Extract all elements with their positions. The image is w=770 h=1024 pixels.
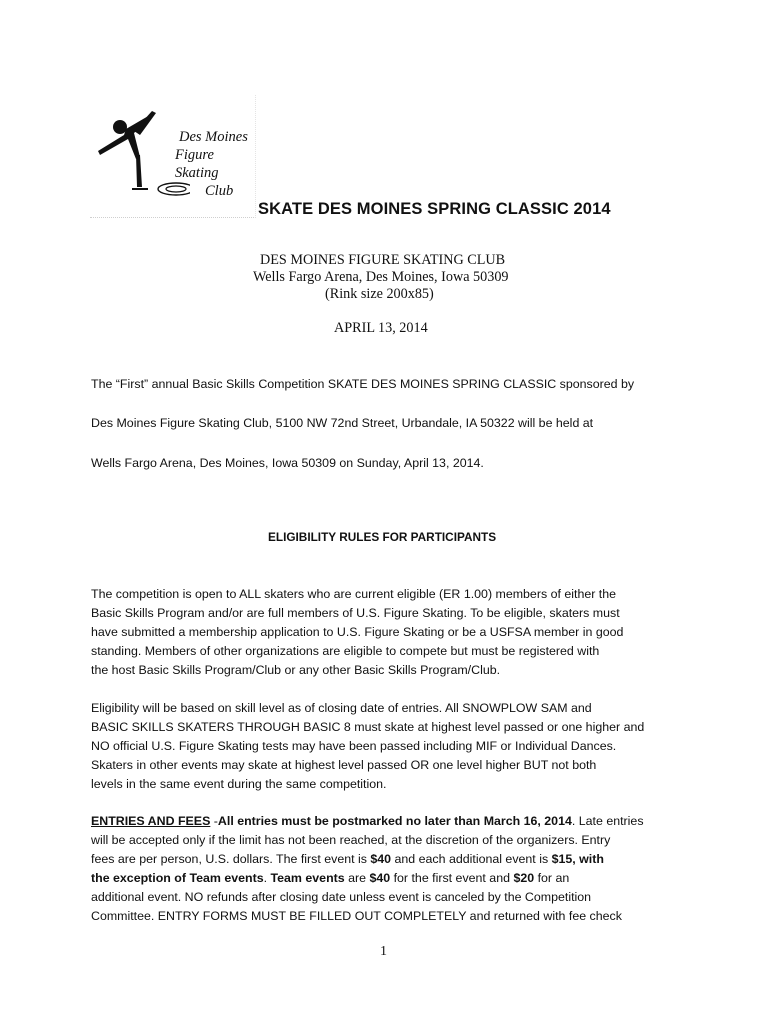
team-events-label: Team events bbox=[270, 871, 345, 885]
text-span: - bbox=[210, 814, 218, 828]
eligibility-heading: ELIGIBILITY RULES FOR PARTICIPANTS bbox=[268, 530, 497, 544]
intro-line-3: Wells Fargo Arena, Des Moines, Iowa 50309 on Sunday, April 13, 2014. bbox=[91, 456, 484, 470]
eligibility-paragraph-1 bbox=[91, 585, 691, 680]
text-line: have submitted a membership application to U.S. Figure Skating or be a USFSA member in good bbox=[91, 625, 624, 639]
text-span: fees are per person, U.S. dollars. The first event is bbox=[91, 852, 371, 866]
text-span: for an bbox=[534, 871, 570, 885]
text-line: will be accepted only if the limit has not been reached, at the discretion of the organizers. Entry bbox=[91, 833, 611, 847]
text-span: . Late entries bbox=[571, 814, 644, 828]
text-span: . bbox=[263, 871, 271, 885]
document-title: SKATE DES MOINES SPRING CLASSIC 2014 bbox=[258, 200, 611, 218]
text-line: Basic Skills Program and/or are full members of U.S. Figure Skating. To be eligible, skaters must bbox=[91, 606, 620, 620]
text-line bbox=[91, 812, 691, 831]
intro-line-1: The “First” annual Basic Skills Competition SKATE DES MOINES SPRING CLASSIC sponsored by bbox=[91, 377, 635, 391]
text-line bbox=[91, 869, 691, 888]
text-span: are bbox=[344, 871, 370, 885]
venue: Wells Fargo Arena, Des Moines, Iowa 50309 bbox=[253, 269, 509, 285]
event-date: APRIL 13, 2014 bbox=[334, 320, 428, 336]
text-line: standing. Members of other organizations are eligible to compete but must be registered with bbox=[91, 644, 600, 658]
entries-heading: ENTRIES AND FEES bbox=[91, 814, 211, 828]
text-line: NO official U.S. Figure Skating tests may have been passed including MIF or Individual Dances. bbox=[91, 739, 617, 753]
text-line: Skaters in other events may skate at highest level passed OR one level higher BUT not both bbox=[91, 758, 597, 772]
intro-line-2: Des Moines Figure Skating Club, 5100 NW 72nd Street, Urbandale, IA 50322 will be held at bbox=[91, 416, 594, 430]
team-additional-fee: $20 bbox=[513, 871, 535, 885]
deadline-text: All entries must be postmarked no later than March 16, 2014 bbox=[217, 814, 572, 828]
team-first-fee: $40 bbox=[369, 871, 391, 885]
logo-line-2: Figure Skating bbox=[175, 147, 219, 181]
eligibility-paragraph-2 bbox=[91, 699, 691, 794]
text-span: for the first event and bbox=[390, 871, 514, 885]
page-number: 1 bbox=[380, 944, 387, 959]
text-line: BASIC SKILLS SKATERS THROUGH BASIC 8 must skate at highest level passed or one higher and bbox=[91, 720, 645, 734]
text-line: The competition is open to ALL skaters who are current eligible (ER 1.00) members of either the bbox=[91, 587, 617, 601]
text-span: and each additional event is bbox=[391, 852, 552, 866]
additional-event-fee: $15, with bbox=[551, 852, 604, 866]
logo-text bbox=[175, 128, 255, 200]
text-line: levels in the same event during the same competition. bbox=[91, 777, 387, 791]
text-line: Eligibility will be based on skill level as of closing date of entries. All SNOWPLOW SAM and bbox=[91, 701, 592, 715]
entries-paragraph bbox=[91, 812, 691, 926]
club-logo bbox=[90, 95, 256, 218]
first-event-fee: $40 bbox=[370, 852, 392, 866]
logo-line-1: Des Moines bbox=[179, 129, 248, 145]
text-line bbox=[91, 850, 691, 869]
text-line: the host Basic Skills Program/Club or any other Basic Skills Program/Club. bbox=[91, 663, 501, 677]
text-line: additional event. NO refunds after closing date unless event is canceled by the Competition bbox=[91, 890, 592, 904]
text-line: Committee. ENTRY FORMS MUST BE FILLED OUT COMPLETELY and returned with fee check bbox=[91, 909, 622, 923]
club-name: DES MOINES FIGURE SKATING CLUB bbox=[260, 252, 506, 268]
team-exception-text: the exception of Team events bbox=[91, 871, 264, 885]
logo-line-3: Club bbox=[205, 183, 234, 199]
rink-size: (Rink size 200x85) bbox=[325, 286, 434, 302]
